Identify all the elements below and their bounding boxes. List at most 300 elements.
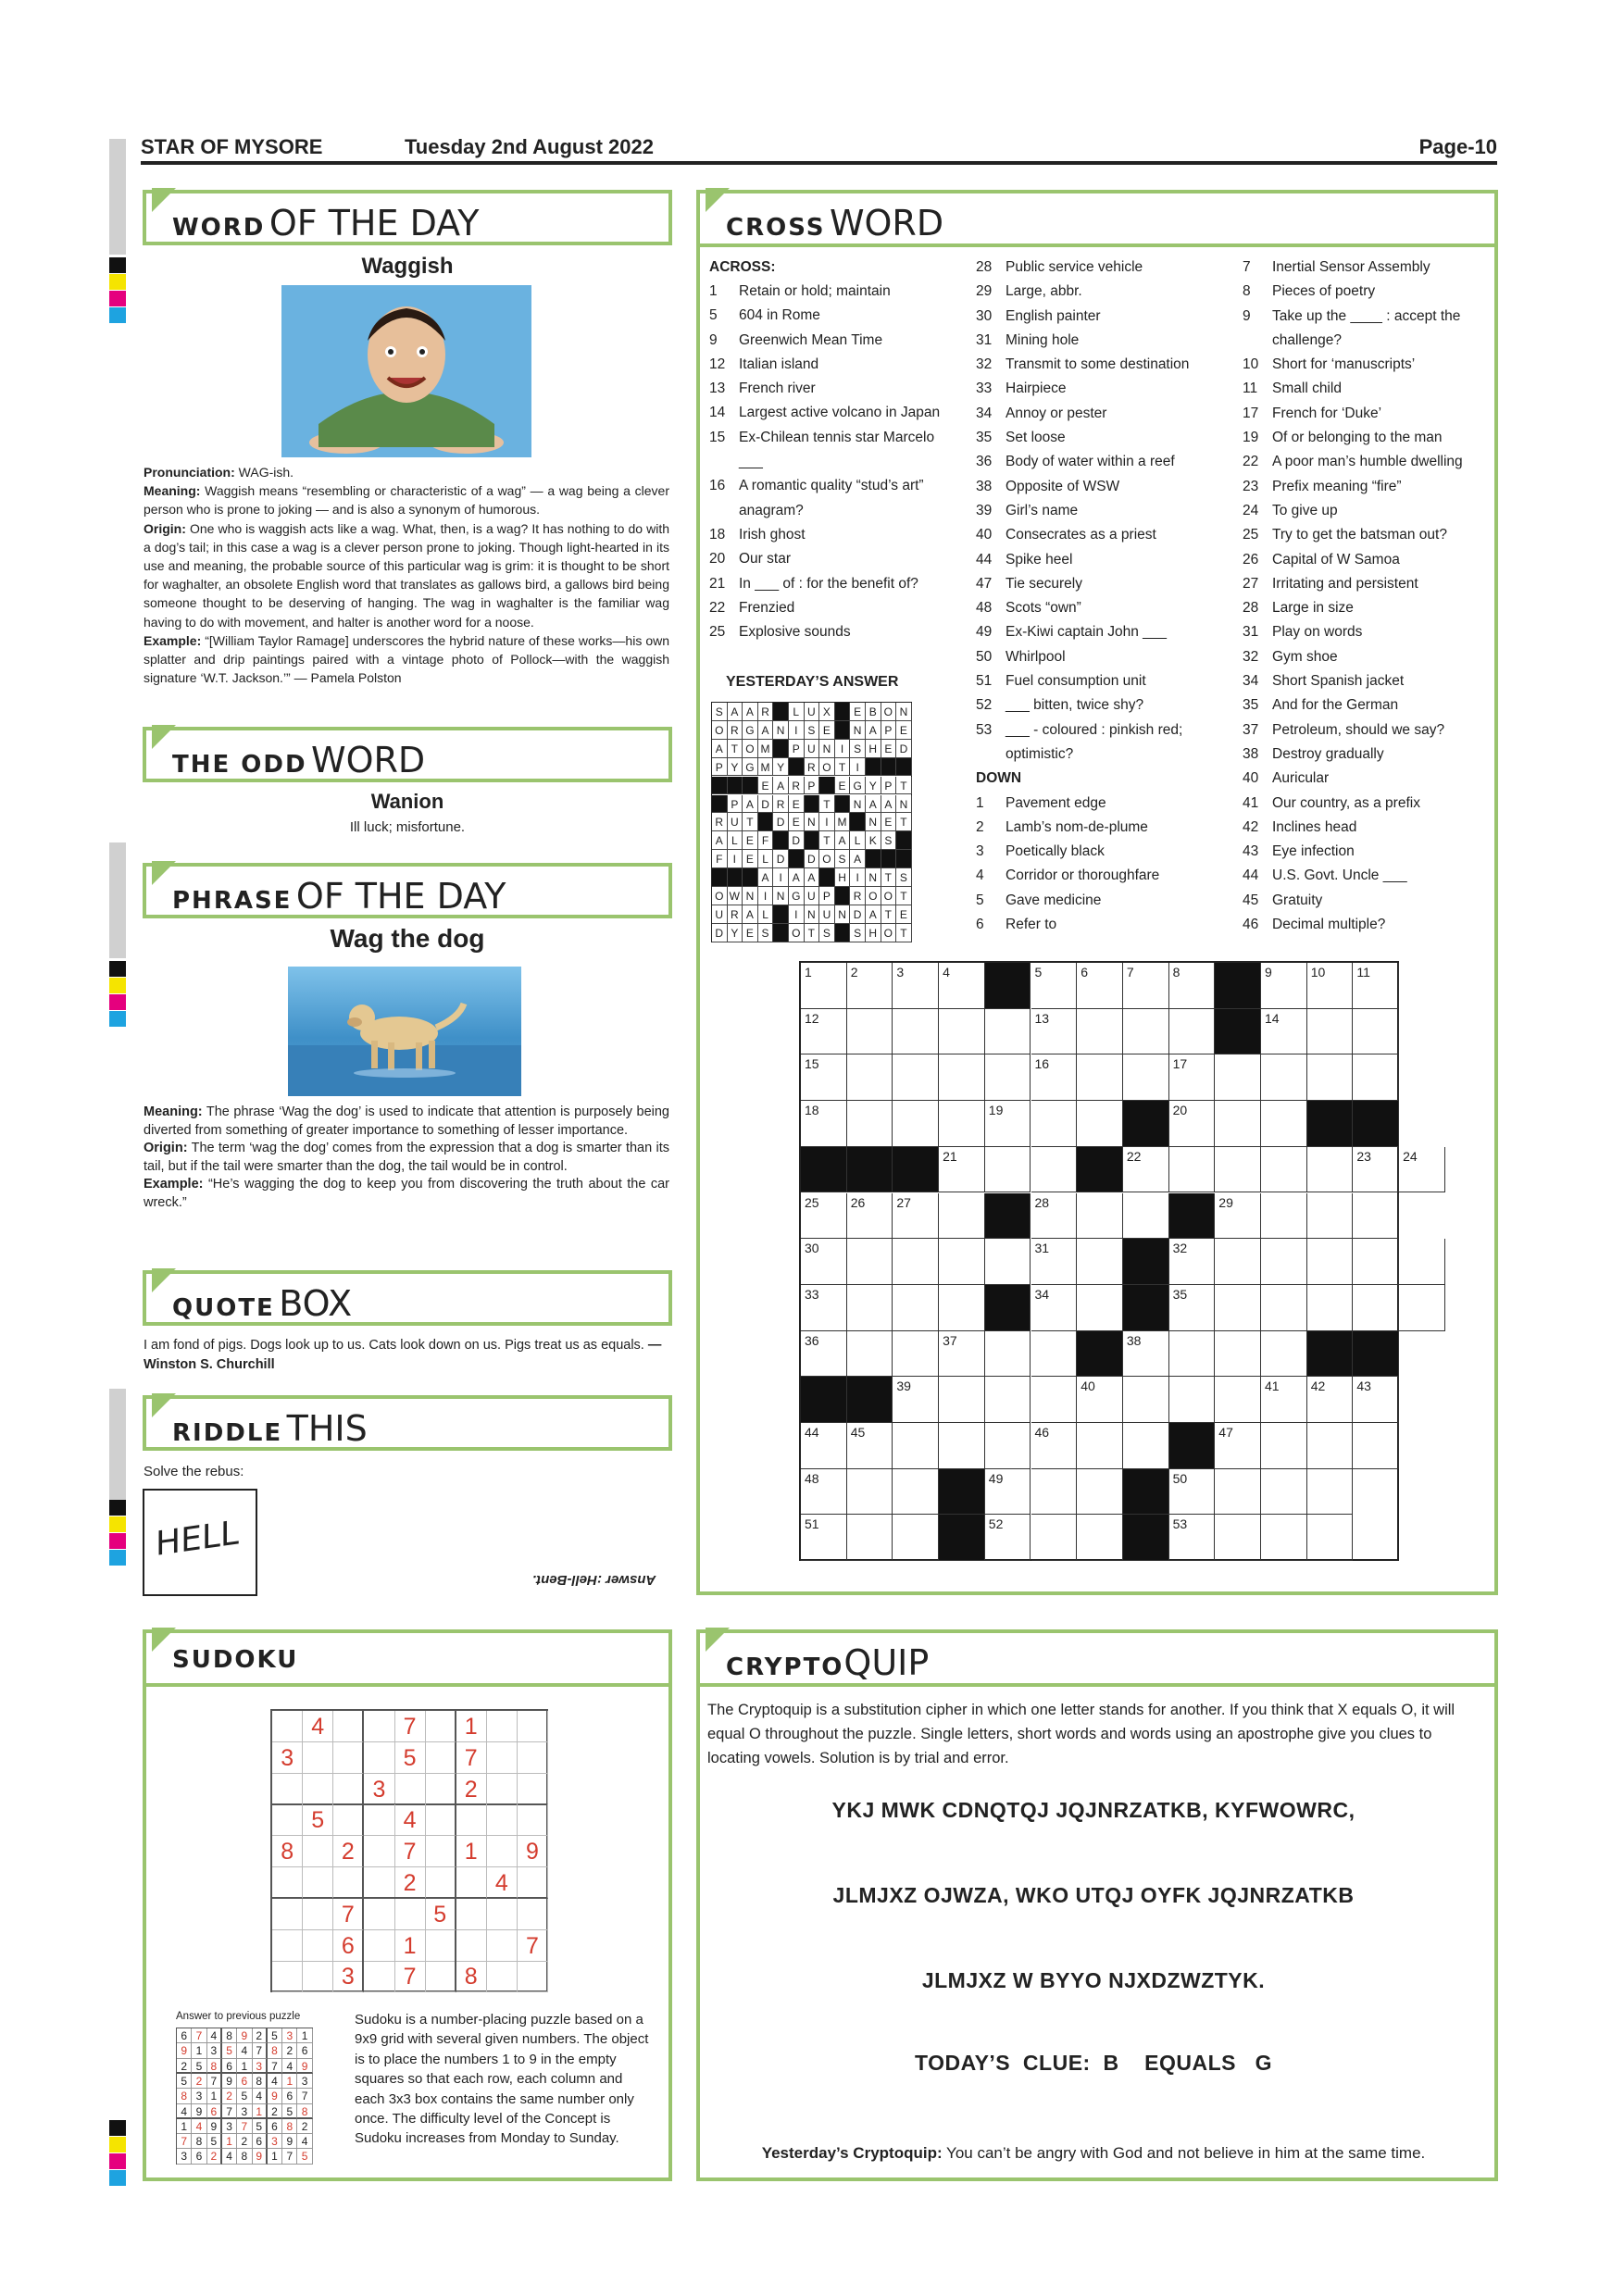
black-square [773,831,789,850]
sudoku-cell[interactable] [272,1774,303,1805]
crossword-cell[interactable] [1353,1193,1399,1240]
sudoku-cell[interactable] [394,1774,425,1805]
crossword-cell[interactable] [847,1331,893,1378]
crossword-cell[interactable] [801,1101,847,1147]
crossword-cell[interactable] [939,1054,985,1101]
clue-text: Our star [739,551,791,568]
crossword-cell[interactable] [1307,1515,1354,1561]
sudoku-cell[interactable] [333,1804,364,1836]
crossword-cell[interactable] [1307,1147,1354,1193]
yesterday-cryptoquip-text: You can’t be angry with God and not believe in him at the same time. [942,2144,1426,2162]
crossword-cell[interactable] [893,1515,939,1561]
crossword-cell[interactable] [1169,963,1216,1009]
clue-text: Set loose [1006,430,1066,446]
crossword-cell[interactable] [847,963,893,1009]
crossword-cell[interactable] [801,1331,847,1378]
crossword-cell[interactable] [1353,1285,1399,1331]
clue-down [1243,864,1489,888]
sudoku-cell[interactable] [272,1961,303,1992]
sudoku-cell[interactable] [364,1742,394,1774]
crossword-cell[interactable] [939,1101,985,1147]
crossword-cell[interactable] [1261,1377,1307,1423]
sudoku-cell[interactable] [426,1711,456,1742]
yesterday-grid [711,702,912,942]
clue-down [1243,693,1489,718]
crossword-cell[interactable] [1123,1147,1169,1193]
crossword-cell[interactable] [893,1331,939,1378]
crossword-cell[interactable] [1077,1377,1123,1423]
crossword-cell[interactable] [1031,1101,1078,1147]
sudoku-cell[interactable] [487,1961,518,1992]
sudoku-cell[interactable]: 3 [333,1961,364,1992]
crossword-cell[interactable] [893,1193,939,1240]
crossword-cell[interactable] [801,963,847,1009]
crossword-cell[interactable] [1215,1054,1261,1101]
sudoku-cell[interactable]: 7 [456,1742,487,1774]
crossword-cell[interactable] [1399,1147,1445,1193]
prev-sudoku-cell: 1 [282,2074,297,2089]
crossword-cell[interactable] [1261,1469,1307,1516]
crossword-cell[interactable] [1261,1193,1307,1240]
crossword-cell[interactable] [1077,1469,1123,1516]
crossword-cell[interactable] [1215,1469,1261,1516]
crossword-cell[interactable] [1399,1239,1445,1285]
sudoku-cell[interactable]: 3 [364,1774,394,1805]
sudoku-cell[interactable] [272,1804,303,1836]
crossword-cell[interactable] [847,1239,893,1285]
crossword-cell[interactable] [893,1423,939,1469]
sudoku-cell[interactable]: 2 [394,1867,425,1899]
crossword-cell[interactable] [1261,1101,1307,1147]
clue-across [976,305,1226,329]
title-small: QUOTE [172,1294,275,1322]
sudoku-cell[interactable]: 1 [394,1930,425,1962]
crossword-cell[interactable] [1261,1009,1307,1055]
crossword-cell[interactable] [893,1239,939,1285]
prev-sudoku-cell: 3 [222,2119,237,2134]
sudoku-cell[interactable] [487,1711,518,1742]
crossword-cell[interactable] [1077,1515,1123,1561]
answer-cell: O [881,887,897,905]
sudoku-cell[interactable]: 8 [456,1961,487,1992]
sudoku-cell[interactable] [487,1804,518,1836]
sudoku-cell[interactable] [456,1804,487,1836]
clue-text: Retain or hold; maintain [739,283,891,299]
crossword-cell[interactable] [1353,1423,1399,1469]
cell-number: 23 [1356,1148,1371,1164]
crossword-cell[interactable] [893,963,939,1009]
clue-number: 22 [1243,454,1259,470]
crossword-cell[interactable] [1031,1193,1078,1240]
crossword-cell[interactable] [1307,1239,1354,1285]
crossword-cell[interactable] [847,1469,893,1516]
sudoku-cell[interactable] [518,1742,548,1774]
crossword-cell[interactable] [1077,1285,1123,1331]
sudoku-cell[interactable]: 4 [487,1867,518,1899]
sudoku-cell[interactable] [518,1774,548,1805]
crossword-cell[interactable] [1169,1285,1216,1331]
sudoku-cell[interactable] [426,1804,456,1836]
sudoku-cell[interactable] [456,1930,487,1962]
sudoku-cell[interactable] [518,1804,548,1836]
crossword-cell[interactable] [1353,1239,1399,1285]
crossword-cell[interactable] [1031,1331,1078,1378]
sudoku-cell[interactable] [303,1742,333,1774]
crossword-cell[interactable] [1077,1101,1123,1147]
crossword-cell[interactable] [1261,1423,1307,1469]
clue-number: 8 [1243,283,1251,300]
crossword-cell[interactable] [801,1515,847,1561]
odd-word: Wanion [370,790,444,813]
crossword-cell[interactable] [1077,1423,1123,1469]
black-square [896,850,912,868]
sudoku-cell[interactable] [487,1742,518,1774]
sudoku-cell[interactable]: 6 [333,1930,364,1962]
sudoku-cell[interactable] [333,1711,364,1742]
answer-cell: S [819,924,835,942]
crossword-cell[interactable] [1261,1054,1307,1101]
sudoku-cell[interactable] [333,1742,364,1774]
crossword-cell[interactable] [985,1515,1031,1561]
crossword-cell[interactable] [1353,1009,1399,1055]
crossword-cell[interactable] [939,1423,985,1469]
prev-sudoku-cell: 4 [207,2028,222,2043]
sudoku-cell[interactable] [456,1899,487,1930]
crossword-cell[interactable] [847,1101,893,1147]
crossword-cell[interactable] [1261,1515,1307,1561]
sudoku-cell[interactable] [518,1961,548,1992]
crossword-cell[interactable] [801,1239,847,1285]
crossword-cell[interactable] [1215,1193,1261,1240]
crossword-cell[interactable] [1123,1423,1169,1469]
crossword-cell[interactable] [801,1009,847,1055]
crossword-cell[interactable] [1077,1009,1123,1055]
crossword-cell[interactable] [893,1377,939,1423]
crossword-cell[interactable] [1307,1377,1354,1423]
crossword-cell[interactable] [847,1423,893,1469]
black-square [835,795,851,814]
crossword-cell[interactable] [1031,1009,1078,1055]
clue-text: Spike heel [1006,551,1073,568]
crossword-cell[interactable] [1077,1193,1123,1240]
crossword-cell[interactable] [1307,1009,1354,1055]
black-square [758,813,774,831]
crossword-cell[interactable] [985,1377,1031,1423]
answer-cell: O [866,887,881,905]
clue-number: 5 [976,892,984,908]
crossword-cell[interactable] [801,1469,847,1516]
prev-sudoku-cell: 2 [222,2089,237,2103]
quote-title-box [143,1270,672,1326]
cryptoquip-line-1: YKJ MWK CDNQTQJ JQJNRZATKB, KYFWOWRC, [831,1798,1355,1822]
crossword-cell[interactable] [1031,963,1078,1009]
crossword-cell[interactable] [1215,1423,1261,1469]
sudoku-cell[interactable]: 7 [394,1961,425,1992]
answer-cell: I [728,850,743,868]
sudoku-cell[interactable]: 5 [394,1742,425,1774]
crossword-cell[interactable] [939,1285,985,1331]
black-square [1077,1331,1123,1378]
sudoku-cell[interactable] [333,1867,364,1899]
crossword-cell[interactable] [1077,1054,1123,1101]
prev-sudoku-cell: 7 [177,2134,192,2149]
answer-cell: E [819,721,835,740]
crossword-cell[interactable] [939,1331,985,1378]
clue-text: French for ‘Duke’ [1272,405,1382,421]
sudoku-cell[interactable] [272,1867,303,1899]
answer-cell: N [850,795,866,814]
sudoku-cell[interactable]: 4 [394,1804,425,1836]
crossword-cell[interactable] [893,1009,939,1055]
crossword-cell[interactable] [1169,1054,1216,1101]
clue-down [976,864,1226,888]
sudoku-cell[interactable]: 9 [518,1836,548,1867]
crossword-cell[interactable] [847,1285,893,1331]
black-square [1215,1009,1261,1055]
clue-text: Ex-Kiwi captain John ___ [1006,624,1168,641]
sudoku-cell[interactable]: 2 [456,1774,487,1805]
cell-number: 53 [1172,1516,1188,1532]
crossword-cell[interactable] [1169,1101,1216,1147]
sudoku-cell[interactable] [518,1899,548,1930]
crossword-cell[interactable] [1215,1147,1261,1193]
clue-number: 4 [976,867,984,884]
clue-text: Pavement edge [1006,794,1106,811]
sudoku-cell[interactable]: 3 [272,1742,303,1774]
answer-cell: A [881,795,897,814]
crossword-cell[interactable] [1031,1515,1078,1561]
sudoku-cell[interactable] [364,1867,394,1899]
crossword-cell[interactable] [1307,1469,1354,1516]
crossword-cell[interactable] [1307,1285,1354,1331]
sudoku-cell[interactable]: 2 [333,1836,364,1867]
crossword-cell[interactable] [893,1101,939,1147]
crossword-cell[interactable] [1031,1423,1078,1469]
crossword-cell[interactable] [939,1009,985,1055]
sudoku-cell[interactable]: 1 [456,1836,487,1867]
crossword-cell[interactable] [1353,1147,1399,1193]
sudoku-cell[interactable] [426,1742,456,1774]
crossword-cell[interactable] [893,1054,939,1101]
sudoku-cell[interactable] [426,1836,456,1867]
sudoku-cell[interactable]: 7 [518,1930,548,1962]
sudoku-cell[interactable]: 5 [303,1804,333,1836]
sudoku-cell[interactable] [272,1711,303,1742]
crossword-cell[interactable] [893,1285,939,1331]
answer-cell: P [881,777,897,795]
sudoku-cell[interactable] [303,1867,333,1899]
clue-text: Girl’s name [1006,502,1079,518]
crossword-cell[interactable] [1169,1147,1216,1193]
crossword-cell[interactable] [801,1054,847,1101]
sudoku-cell[interactable]: 7 [333,1899,364,1930]
black-square [1123,1239,1169,1285]
sudoku-cell[interactable] [487,1836,518,1867]
sudoku-cell[interactable] [394,1899,425,1930]
clue-number: 31 [1243,624,1259,641]
crossword-cell[interactable] [1353,1377,1399,1423]
crossword-cell[interactable] [1215,1101,1261,1147]
crossword-cell[interactable] [1215,1285,1261,1331]
sudoku-cell[interactable] [303,1774,333,1805]
crossword-cell[interactable] [1031,1147,1078,1193]
origin-label: Origin: [144,1141,188,1155]
crossword-cell[interactable] [1031,1469,1078,1516]
crossword-cell[interactable] [939,963,985,1009]
crossword-cell[interactable] [1261,963,1307,1009]
crossword-cell[interactable] [1307,963,1354,1009]
sudoku-cell[interactable] [426,1867,456,1899]
clue-text: Lamb’s nom-de-plume [1006,818,1148,835]
crossword-cell[interactable] [1169,1239,1216,1285]
crossword-cell[interactable] [1261,1147,1307,1193]
crossword-cell[interactable] [1123,1193,1169,1240]
cell-number: 43 [1356,1379,1371,1394]
sudoku-cell[interactable]: 1 [456,1711,487,1742]
black-square [1123,1285,1169,1331]
crossword-cell[interactable] [1031,1054,1078,1101]
crossword-cell[interactable] [1169,1377,1216,1423]
crossword-cell[interactable] [1215,1515,1261,1561]
clue-number: 41 [1243,794,1259,811]
crossword-cell[interactable] [1261,1285,1307,1331]
sudoku-cell[interactable] [364,1961,394,1992]
crossword-cell[interactable] [847,1193,893,1240]
crossword-cell[interactable] [939,1193,985,1240]
prev-sudoku-cell: 7 [253,2043,268,2058]
answer-cell: R [712,813,728,831]
crossword-cell[interactable] [1077,1239,1123,1285]
crossword-cell[interactable] [985,1054,1031,1101]
sudoku-cell[interactable] [426,1930,456,1962]
sudoku-cell[interactable] [364,1836,394,1867]
clue-number: 33 [976,381,993,397]
sudoku-cell[interactable]: 8 [272,1836,303,1867]
clue-number: 17 [1243,405,1259,421]
cell-number: 48 [805,1470,819,1486]
crossword-cell[interactable] [1031,1377,1078,1423]
crossword-cell[interactable] [939,1239,985,1285]
prev-sudoku-cell: 9 [177,2043,192,2058]
cell-number: 17 [1172,1056,1188,1072]
crossword-cell[interactable] [985,1101,1031,1147]
crossword-cell[interactable] [1169,1009,1216,1055]
sudoku-cell[interactable] [426,1774,456,1805]
crossword-cell[interactable] [893,1469,939,1516]
clue-down [976,792,1226,816]
crossword-cell[interactable] [801,1423,847,1469]
answer-cell: G [743,721,758,740]
sudoku-cell[interactable] [426,1961,456,1992]
crossword-cell[interactable] [1077,963,1123,1009]
crossword-cell[interactable] [1353,963,1399,1009]
crossword-cell[interactable] [985,1147,1031,1193]
crossword-cell[interactable] [1031,1239,1078,1285]
prev-sudoku-cell: 1 [192,2043,206,2058]
crossword-cell[interactable] [1123,1009,1169,1055]
cell-number: 5 [1034,965,1043,980]
sudoku-cell[interactable] [333,1774,364,1805]
crossword-cell[interactable] [847,1054,893,1101]
sudoku-cell[interactable] [272,1899,303,1930]
meaning-label: Meaning: [144,1104,203,1119]
crossword-cell[interactable] [1169,1515,1216,1561]
answer-cell: T [896,887,912,905]
answer-cell: E [789,813,805,831]
sudoku-cell[interactable] [487,1930,518,1962]
phrase-body [144,1104,669,1212]
sudoku-cell[interactable] [364,1804,394,1836]
crossword-cell[interactable] [1307,1423,1354,1469]
sudoku-cell[interactable] [272,1930,303,1962]
sudoku-cell[interactable] [303,1836,333,1867]
crossword-cell[interactable] [1399,1285,1445,1331]
crossword-cell[interactable] [847,1515,893,1561]
sudoku-cell[interactable]: 4 [303,1711,333,1742]
sudoku-cell[interactable]: 7 [394,1711,425,1742]
sudoku-cell[interactable] [303,1961,333,1992]
crossword-cell[interactable] [1169,1331,1216,1378]
crossword-cell[interactable] [801,1285,847,1331]
crossword-cell[interactable] [1261,1331,1307,1378]
crossword-cell[interactable] [985,1423,1031,1469]
prev-sudoku-cell: 2 [253,2028,268,2043]
crossword-cell[interactable] [1031,1285,1078,1331]
crossword-cell[interactable] [939,1377,985,1423]
answer-cell: M [835,813,851,831]
sudoku-cell[interactable] [456,1867,487,1899]
crossword-cell[interactable] [1123,1331,1169,1378]
crossword-cell[interactable] [1307,1193,1354,1240]
crossword-cell[interactable] [939,1147,985,1193]
crossword-cell[interactable] [1307,1054,1354,1101]
sudoku-cell[interactable] [303,1899,333,1930]
crossword-cell[interactable] [1123,1377,1169,1423]
crossword-cell[interactable] [847,1009,893,1055]
crossword-cell[interactable] [1215,1239,1261,1285]
sudoku-cell[interactable] [487,1774,518,1805]
crossword-cell[interactable] [1215,1377,1261,1423]
black-square [896,831,912,850]
answer-cell: A [758,721,774,740]
sudoku-cell[interactable] [364,1930,394,1962]
sudoku-cell[interactable] [518,1867,548,1899]
sudoku-cell[interactable] [487,1899,518,1930]
sudoku-cell[interactable]: 5 [426,1899,456,1930]
crossword-cell[interactable] [985,1009,1031,1055]
crossword-cell[interactable] [1353,1054,1399,1101]
crossword-cell[interactable] [801,1193,847,1240]
crossword-cell[interactable] [1123,1054,1169,1101]
crossword-cell[interactable] [985,1331,1031,1378]
crossword-cell[interactable] [1261,1239,1307,1285]
sudoku-cell[interactable] [518,1711,548,1742]
crossword-cell[interactable] [1123,963,1169,1009]
registration-strip-1 [109,139,126,315]
clue-text: Body of water within a reef [1006,454,1175,470]
sudoku-cell[interactable] [364,1711,394,1742]
crossword-cell[interactable] [1169,1469,1216,1516]
answer-cell: P [789,740,805,758]
pron-text: WAG-ish. [234,465,294,480]
sudoku-cell[interactable] [364,1899,394,1930]
crossword-cell[interactable] [985,1239,1031,1285]
crossword-cell[interactable] [1215,1331,1261,1378]
sudoku-cell[interactable]: 7 [394,1836,425,1867]
sudoku-cell[interactable] [303,1930,333,1962]
clue-number: 13 [709,381,726,397]
crossword-cell[interactable] [985,1469,1031,1516]
